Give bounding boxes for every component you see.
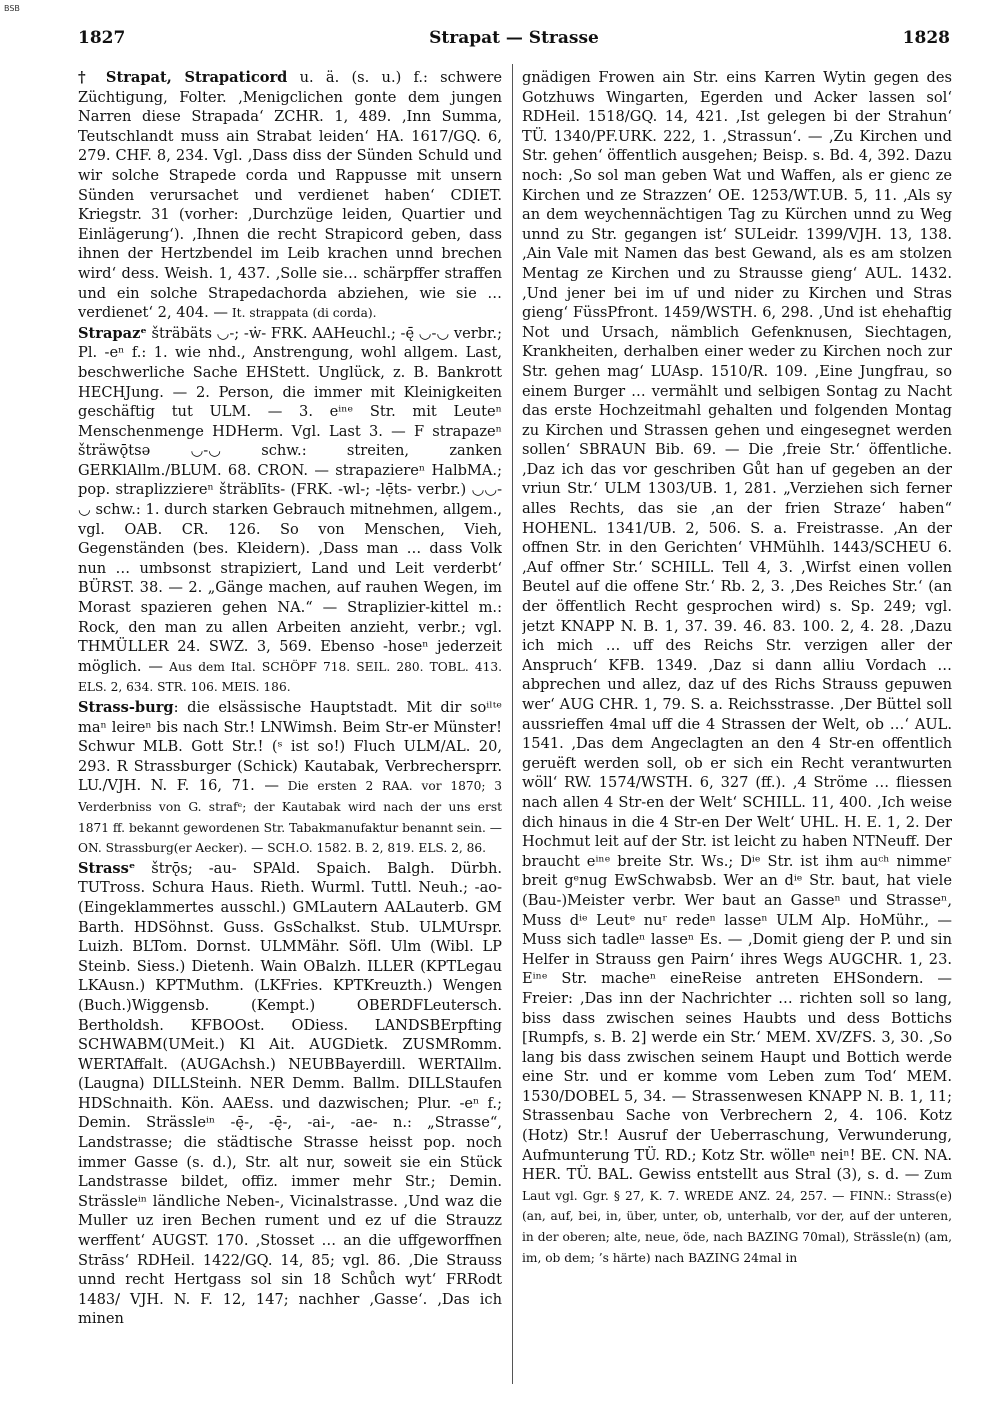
etymology-note: Zum Laut vgl. Ggr. § 27, K. 7. WREDE ANZ. 24, 257. — FINN.: Strass(e) (an, auf, bei, in, über, unter, ob, unterhalb, vor der, auf der unteren, in der oberen; alte, neue, öde, nach BAZING 70mal), Strässle(n) (am, im, ob dem; ’s härte) nach BAZING 24mal in [522,1168,952,1265]
library-stamp: BSB [4,4,20,13]
etymology-note: Aus dem Ital. SCHÖPF 718. SEIL. 280. TOBL. 413. ELS. 2, 634. STR. 106. MEIS. 186. [78,659,502,695]
left-column [78,68,502,1398]
left-page-number: 1827 [78,28,126,48]
entry-strasse [78,859,502,1330]
headword: † Strapat, Strapaticord [78,69,288,86]
column-divider [512,64,513,1384]
etymology-note: Die ersten 2 RAA. vor 1870; 3 Verderbniss von G. strafᵉ; der Kautabak wird nach der uns erst 1871 ff. bekannt gewordenen Str. Tabakmanufaktur benannt sein. — ON. Strassburg(er Aecker). — SCH.O. 1582. B. 2, 819. ELS. 2, 86. [78,779,502,856]
entry-strapaze [78,324,502,698]
entry-strassburg [78,698,502,859]
entry-strasse-continued [522,68,952,1268]
headword: Strass-burg [78,699,174,716]
entry-body: u. ä. (s. u.) f.: schwere Züchtigung, Folter. ‚Menigclichen gonte dem jungen Narren diese Strapada‘ ZCHR. 1, 489. ‚Inn Summa, Teutschlandt muss ain Strabat leiden‘ HA. 1617/GQ. 6, 279. CHF. 8, 234. Vgl. ‚Dass diss der Sünden Schuld und wir solche Strapede corda und Rappusse mit unsern Sünden verursachet und verdienet haben‘ CDIET. Kriegstr. 31 (vorher: ‚Durchzüge leiden, Quartier und Einlägerung‘). ‚Ihnen die recht Strapicord geben, dass ihnen der Hertzbendel im Leib krachen unnd brechen wird‘ dess. Weish. 1, 437. ‚Solle sie… schärpffer straffen und ein solche Strapedachorda abziehen, wie sie … verdienet‘ 2, 404. — [78,69,502,322]
right-column [522,68,952,1398]
entry-strapat [78,68,502,324]
headword: Strapazᵉ [78,324,147,342]
right-page-number: 1828 [902,28,950,48]
entry-body: gnädigen Frowen ain Str. eins Karren Wytin gegen des Gotzhuws Wingarten, Egerden und Acker lassen sol‘ RDHeil. 1518/GQ. 14, 421. ‚Ist gelegen bi der Strahun‘ TÜ. 1340/PF.URK. 222, 1. ‚Strassun‘. — ‚Zu Kirchen und Str. gehen‘ öffentlich ausgehen; Beisp. s. Bd. 4, 392. Dazu noch: ‚So sol man geben Wat und Waffen, als er gienc ze Kirchen und ze Strazzen‘ OE. 1253/WT.UB. 5, 11. ‚Als sy an dem weychennächtigen Tag zu Kürchen unnd zu Weg unnd zu Str. gegangen ist‘ SULeidr. 1399/VJH. 13, 138. ‚Ain Vale mit Namen das best Gewand, als es am stolzen Mentag ze Kirchen und zu Strausse gieng‘ AUL. 1432. ‚Und jener bei im uf und nider zu Kirchen und Stras gieng‘ FüssPfront. 1459/WSTH. 6, 298. ‚Und ist ehehaftig Not und Ursach, nämblich Gefenknusen, Siechtagen, Krankheiten, derhalben einer weder zu Kirchen noch zur Str. gehen mag‘ LUAsp. 1510/R. 109. ‚Eine Jungfrau, so einem Burger … vermählt und selbigen Sontag zu Nacht das erste Hochzeitmahl gehalten und folgenden Montag zu Kirchen und Strassen gehen und eingesegnet werden sollen‘ SBRAUN Bib. 69. — Die ‚freie Str.‘ öffentliche. ‚Daz ich das vor geschriben Gůt han uf gegeben an der vriun Str.‘ ULM 1303/UB. 1, 281. „Verziehen sich ferner alles Rechts, das sie ‚an der frien Straze‘ haben“ HOHENL. 1341/UB. 2, 506. S. a. Freistrasse. ‚An der offnen Str. in den Gerichten‘ VHMühlh. 1443/SCHEU 6. ‚Auf offner Str.‘ SCHILL. Tell 4, 3. ‚Wirfst einen vollen Beutel auf die offene Str.‘ Rb. 2, 3. ‚Des Reiches Str.‘ (an der öffentlich Recht gesprochen wird) s. Sp. 249; vgl. jetzt KNAPP N. B. 1, 37. 39. 46. 83. 100. 2, 4. 28. ‚Dazu ich mich … uff des Reichs Str. verzigen aller der Anspruch‘ KFB. 1349. ‚Daz si dann alliu Vordach … abprechen und allez, daz uf des Richs Strauss gepuwen wer‘ AUG CHR. 1, 79. S. a. Reichsstrasse. ‚Der Büttel soll aussrieffen 4mal uff die 4 Strassen der Welt, ob …‘ AUL. 1541. ‚Das dem Angeclagten an den 4 Str-en offentlich geruëft werden soll, ob er sich ein Recht verantwurten wöll‘ RW. 1574/WSTH. 6, 327 (ff.). ‚4 Ströme … fliessen nach allen 4 Str-en der Welt‘ SCHILL. 11, 400. ‚Ich weise dich hinaus in die 4 Str-en Der Welt‘ UHL. H. E. 1, 2. Der Hochmut leit auf der Str. ist leicht zu haben NTNeuff. Der braucht eⁱⁿᵉ breite Str. Ws.; Dⁱᵉ Str. ist ihm auᶜʰ nimmeʳ breit gᵉnug EwSchwabsb. Wer an dⁱᵉ Str. baut, hat viele (Bau-)Meister verbr. Wer baut an Gasseⁿ und Strasseⁿ, Muss dⁱᵉ Leutᵉ nuʳ redeⁿ lasseⁿ ULM Alp. HoMühr., — Muss sich tadleⁿ lasseⁿ Es. — ‚Domit gieng der P. und sin Helfer in Strauss gen Pairn‘ ihres Wegs AUGCHR. 1, 23. Eⁱⁿᵉ Str. macheⁿ eineReise antreten EHSondern. — Freier: ‚Das inn der Nachrichter … richten soll so lang, biss dass zwischen seines Haubts und dess Bottichs [Rumpfs, s. B. 2] werde ein Str.‘ MEM. XV/ZFS. 3, 30. ‚So lang bis dass zwischen seinem Haupt und Bottich werde eine Str. und er komme vom Leben zum Tod‘ MEM. 1530/DOBEL 5, 34. — Strassenwesen KNAPP N. B. 1, 11; Strassenbau Sache von Verbrechern 2, 4. 106. Kotz (Hotz) Str.! Ausruf der Ueberraschung, Verwunderung, Aufmunterung TÜ. RD.; Kotz Str. wölleⁿ neiⁿ! BE. CN. NA. HER. TÜ. BAL. Gewiss entstellt aus Stral (3), s. d. — [522,69,952,1184]
running-title: Strapat — Strasse [429,28,599,48]
entry-body: štrǭs; -au- SPAld. Spaich. Balgh. Dürbh. TUTross. Schura Haus. Rieth. Wurml. Tuttl. Neuh.; -ao- (Eingeklammertes ausschl.) GMLautern AALauterb. GM Barth. HDSöhnst. Guss. GsSchalkst. Stub. ULMUrspr. Luizh. BLTom. Dornst. ULMMähr. Söfl. Ulm (Wibl. LP Steinb. Siess.) Dietenh. Wain OBalzh. ILLER (KPTLegau LKAusn.) KPTMuthm. (LKFries. KPTKreuzth.) Wengen (Buch.)Wiggensb. (Kempt.) OBERDFLeutersch. Bertholdsh. KFBOOst. ODiess. LANDSBErpfting SCHWABM(UMeit.) Kl Ait. AUGDietk. ZUSMRomm. WERTAffalt. (AUGAchsh.) NEUBBayerdill. WERTAllm. (Laugna) DILLSteinh. NER Demm. Ballm. DILLStaufen HDSchnaith. Kön. AAEss. und dazwischen; Plur. -eⁿ f.; Demin. Strässleⁱⁿ -ę̄-, -ę̄-, -ai-, -ae- n.: „Strasse“, Landstrasse; die städtische Strasse heisst pop. noch immer Gasse (s. d.), Str. alt nur, soweit sie ein Stück Landstrasse bildet, offiz. immer mehr Str.; Demin. Strässleⁱⁿ ländliche Neben-, Vicinalstrasse. ‚Und waz die Muller uz iren Bechen rument und ez uf die Strauzz werffent‘ AUGST. 170. ‚Stosset … an die uffgeworffnen Strāss‘ RDHeil. 1422/GQ. 14, 85; vgl. 86. ‚Die Strauss unnd recht Hertgass sol sin 18 Schůch wyt‘ FRRodt 1483/ VJH. N. F. 12, 147; nachher ‚Gasse‘. ‚Das ich minen [78,859,502,1328]
page-header [78,28,950,54]
entry-body: : die elsässische Hauptstadt. Mit dir soⁱˡᵗᵉ maⁿ leireⁿ bis nach Str.! LNWimsh. Beim Str-er Münster! Schwur MLB. Gott Str.! (ˢ ist so!) Fluch ULM/AL. 20, 293. R Strassburger (Schick) Kautabak, Verbrechersprr. LU./VJH. N. F. 16, 71. — [78,699,502,795]
etymology-note: It. strappata (di corda). [227,306,377,321]
entry-body: šträbäts ◡-; -ẇ- FRK. AAHeuchl.; -ę̄ ◡-◡ verbr.; Pl. -eⁿ f.: 1. wie nhd., Anstrengung, wohl allgem. Last, beschwerliche Sache EHStett. Unglück, z. B. Bankrott HECHJung. — 2. Person, die immer mit Kleinigkeiten geschäftig tut ULM. — 3. eⁱⁿᵉ Str. mit Leuteⁿ Menschenmenge HDHerm. Vgl. Last 3. — F strapazeⁿ šträwǭtsə ◡-◡ schw.: streiten, zanken GERKlAllm./BLUM. 68. CRON. — strapaziereⁿ HalbMA.; pop. straplizziereⁿ šträblīts- (FRK. -wl-; -lẹ̄ts- verbr.) ◡◡-◡ schw.: 1. durch starken Gebrauch mitnehmen, allgem., vgl. OAB. CR. 126. So von Menschen, Vieh, Gegenständen (bes. Kleidern). ‚Dass man … dass Volk nun … umbsonst strapiziert, Land und Leit verderbt‘ BÜRST. 38. — 2. „Gänge machen, auf rauhen Wegen, im Morast spazieren gehen NA.“ — Straplizier-kittel m.: Rock, den man zu allen Arbeiten anzieht, verbr.; vgl. THMÜLLER 24. SWZ. 3, 569. Ebenso -hoseⁿ jederzeit möglich. — [78,324,502,675]
headword: Strassᵉ [78,859,136,877]
